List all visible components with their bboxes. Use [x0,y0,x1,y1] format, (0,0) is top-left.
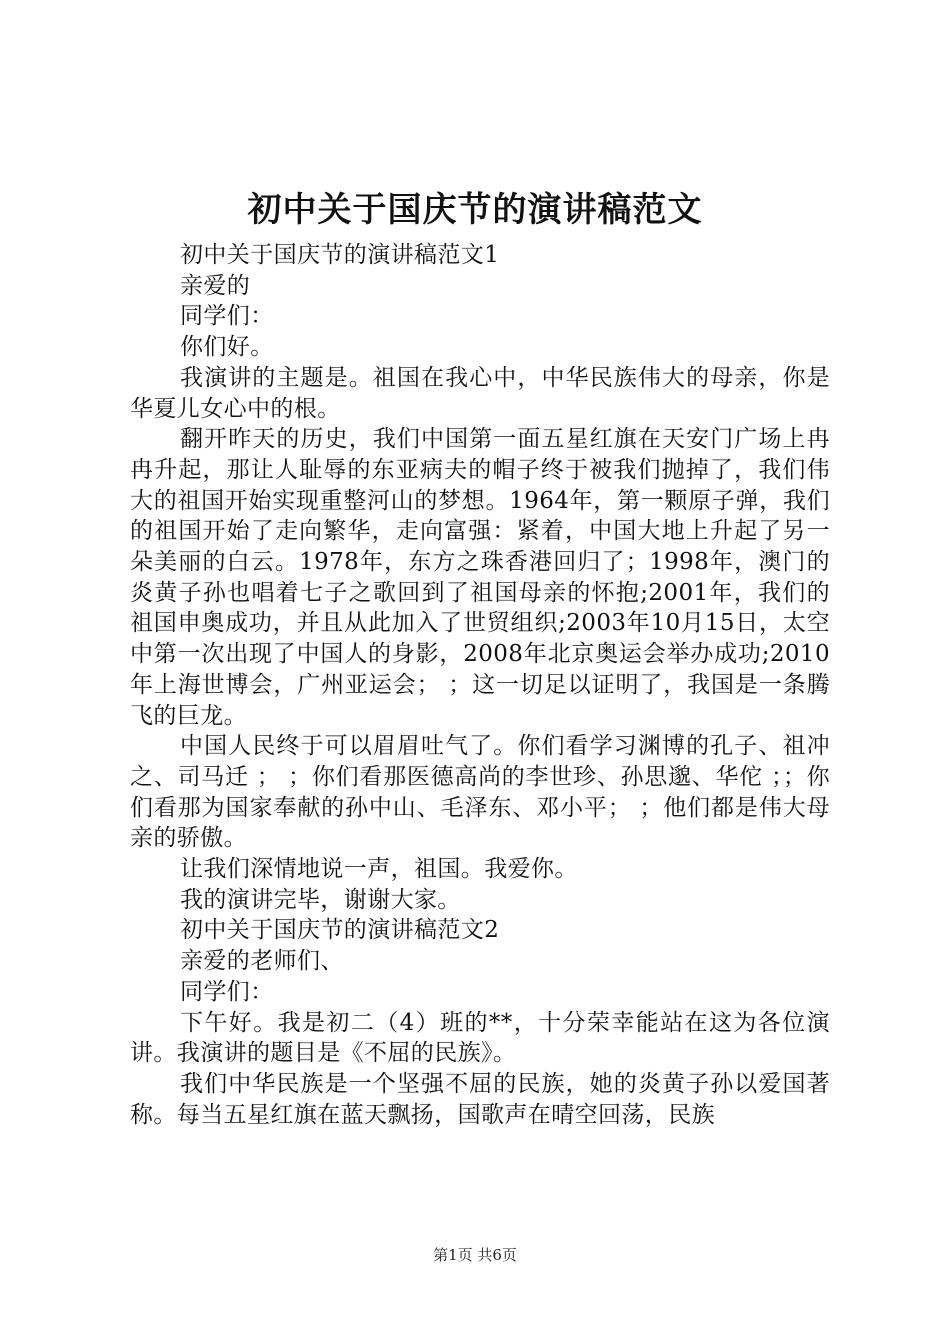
paragraph: 亲爱的老师们、 [180,948,344,975]
paragraph: 你们好。 [180,334,274,361]
paragraph: 我的演讲完毕，谢谢大家。 [180,886,461,913]
document-title: 初中关于国庆节的演讲稿范文 [247,190,703,230]
paragraph: 同学们： [180,978,274,1005]
paragraph: 初中关于国庆节的演讲稿范文1 [180,242,500,268]
paragraph: 初中关于国庆节的演讲稿范文2 [180,917,500,944]
page-number-footer: 第1页 共6页 [433,1246,517,1264]
document-body [130,240,830,1130]
paragraph: 我们中华民族是一个坚强不屈的民族，她的炎黄子孙以爱国著称。每当五星红旗在蓝天飘扬，国歌声在晴空回荡，民族 [130,1070,830,1128]
paragraph: 中国人民终于可以眉眉吐气了。你们看学习渊博的孔子、祖冲之、司马迁 ； ；你们看那医德高尚的李世珍、孙思邈、华佗 ；；你们看那为国家奉献的孙中山、毛泽东、邓小平； ；他们都是伟大母亲的骄傲。 [130,733,830,852]
paragraph: 我演讲的主题是。祖国在我心中，中华民族伟大的母亲，你是华夏儿女心中的根。 [130,364,830,422]
paragraph: 翻开昨天的历史，我们中国第一面五星红旗在天安门广场上冉冉升起，那让人耻辱的东亚病夫的帽子终于被我们抛掉了，我们伟大的祖国开始实现重整河山的梦想。1964年，第一颗原子弹，我们的祖国开始了走向繁华，走向富强：紧着，中国大地上升起了另一朵美丽的白云。1978年，东方之珠香港回归了；1998年，澳门的炎黄子孙也唱着七子之歌回到了祖国母亲的怀抱;2001年，我们的祖国申奥成功，并且从此加入了世贸组织;2003年10月15日，太空中第一次出现了中国人的身影，2008年北京奥运会举办成功;2010年上海世博会，广州亚运会； ；这一切足以证明了，我国是一条腾飞的巨龙。 [130,426,830,729]
paragraph: 让我们深情地说一声，祖国。我爱你。 [180,856,578,883]
paragraph: 下午好。我是初二（4）班的**，十分荣幸能站在这为各位演讲。我演讲的题目是《不屈的民族》。 [130,1009,830,1067]
paragraph: 亲爱的 [180,272,251,299]
paragraph: 同学们： [180,303,274,330]
